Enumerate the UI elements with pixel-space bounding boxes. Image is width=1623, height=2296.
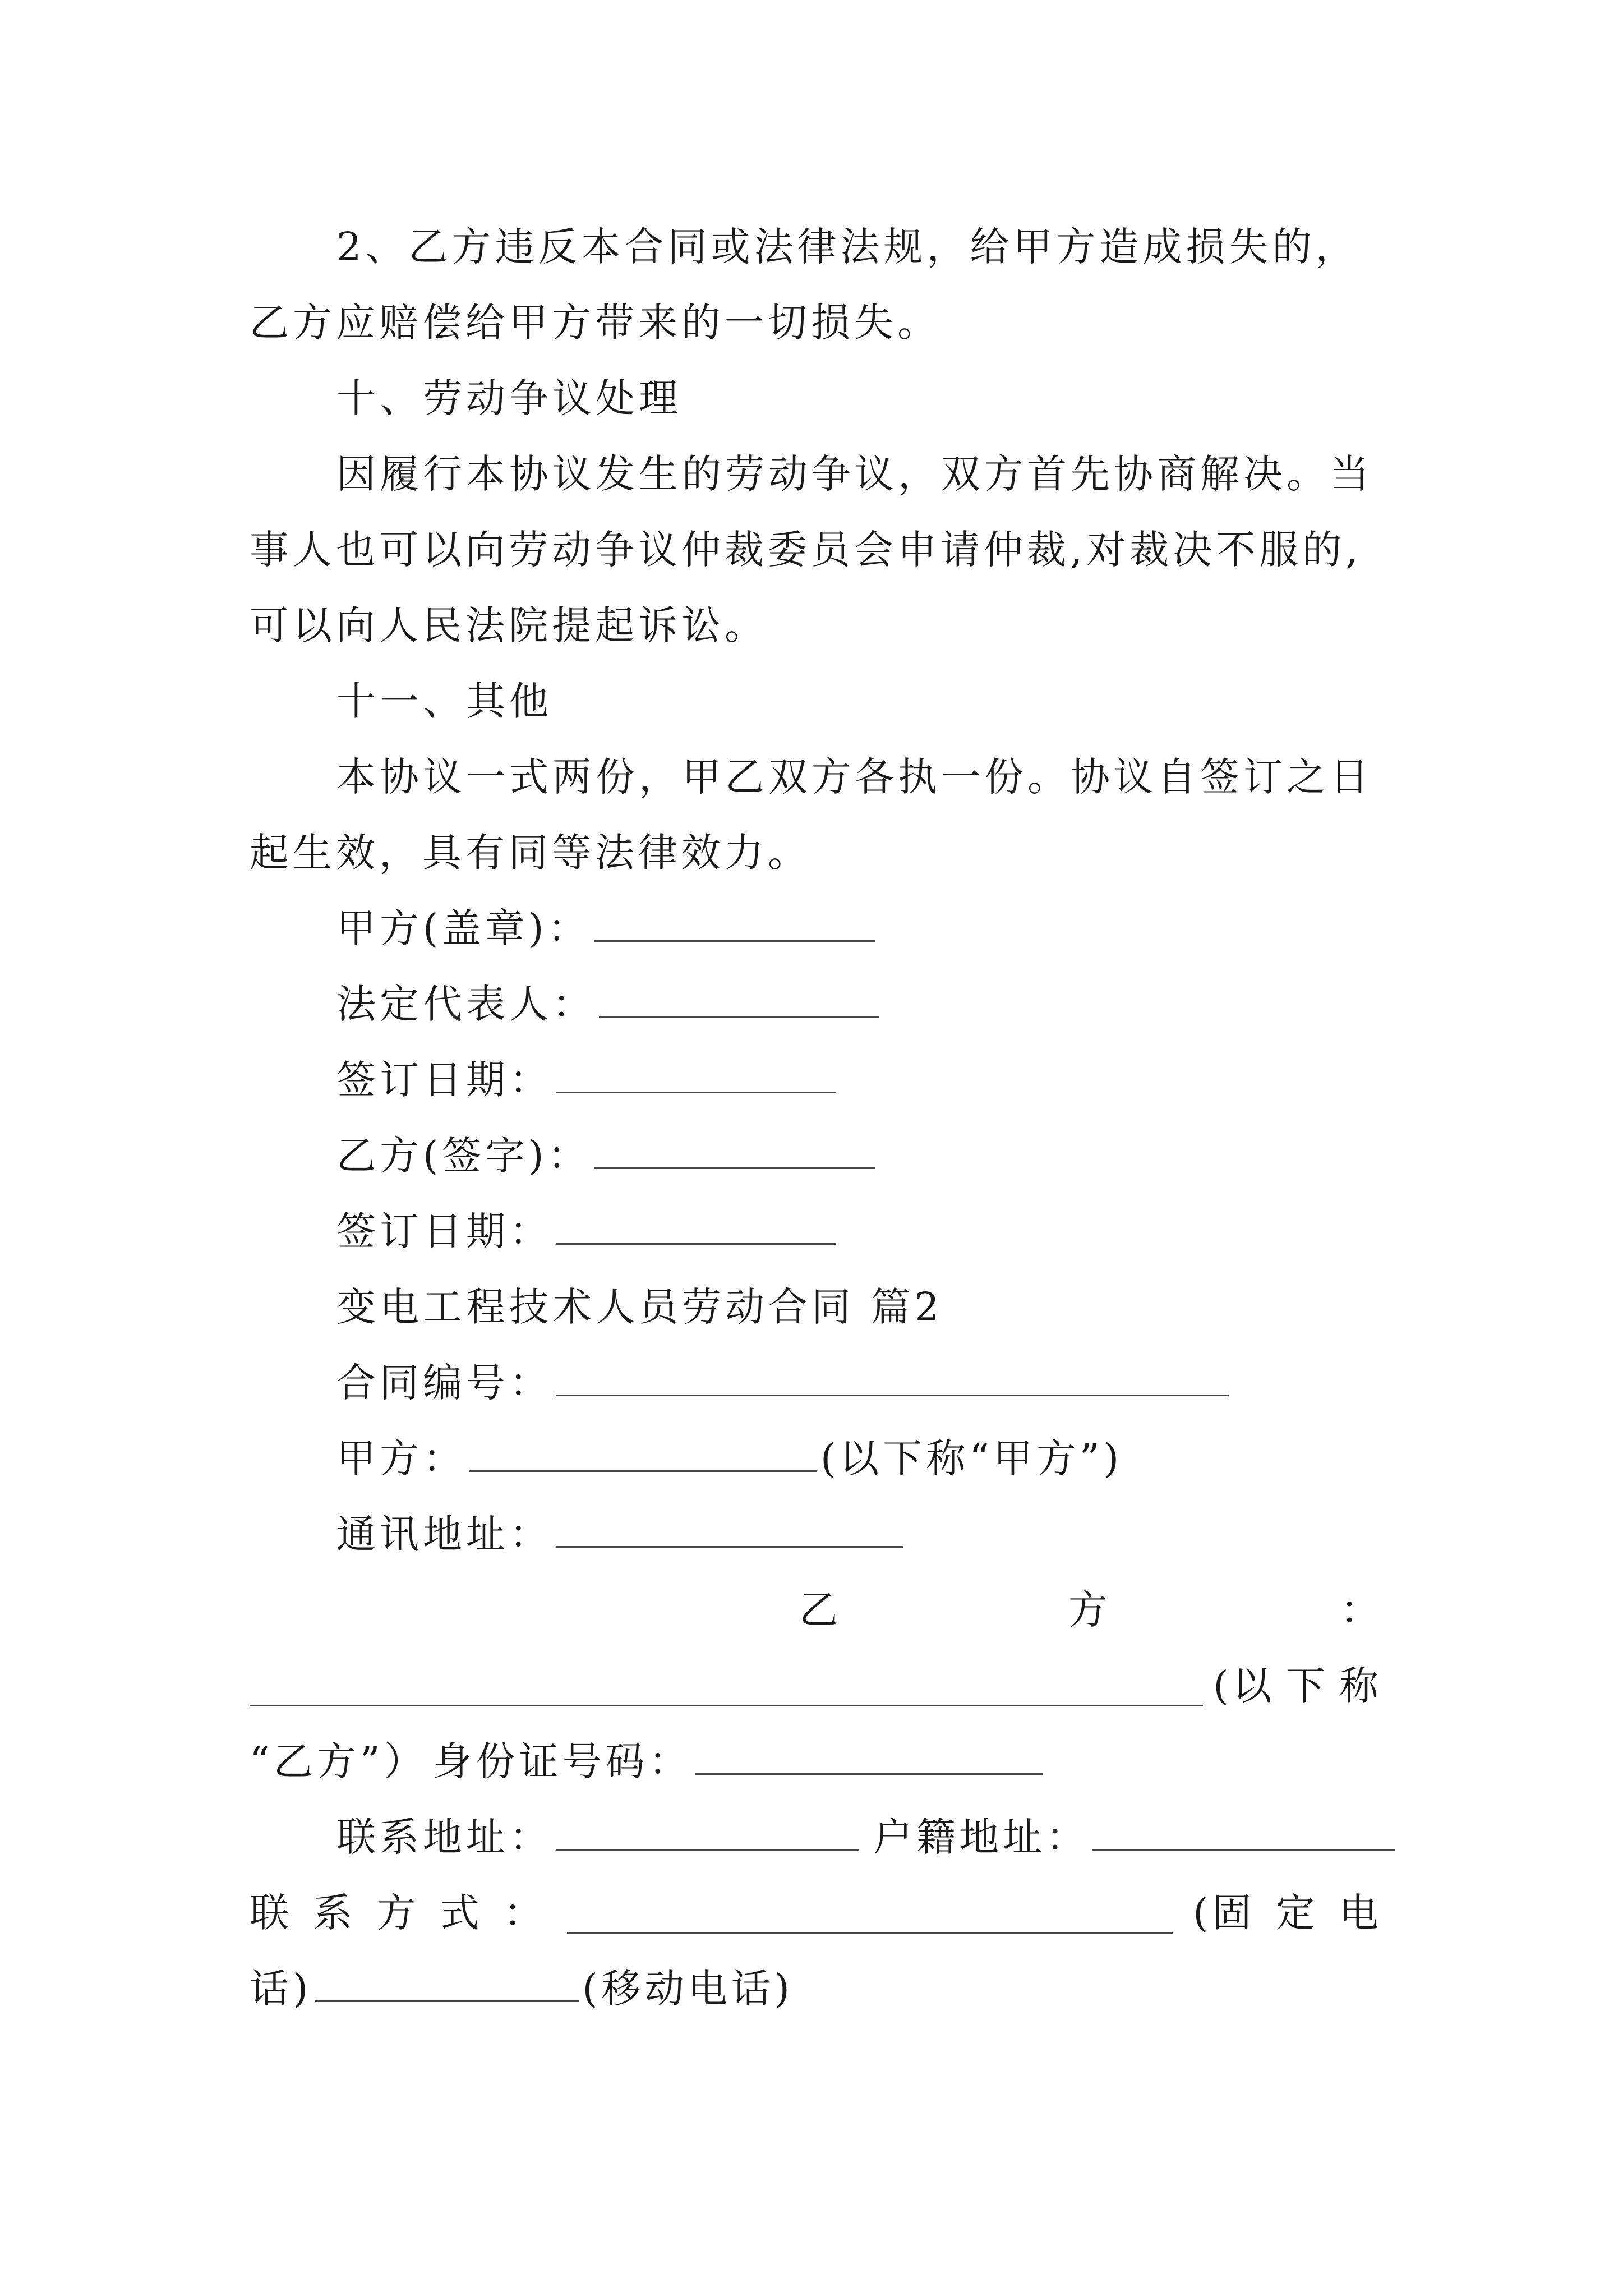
mobile-phone-blank[interactable]	[315, 1961, 579, 2002]
id-number-blank[interactable]	[695, 1734, 1043, 1775]
contact-method-char-2: 系	[313, 1890, 357, 1936]
signature-party-a-blank[interactable]	[594, 901, 875, 942]
party-a-row	[336, 1428, 1382, 1489]
address-row	[336, 1806, 1382, 1868]
signature-party-a-label: 甲方(盖章)：	[336, 905, 591, 951]
mail-address-blank[interactable]	[556, 1507, 903, 1548]
clause11-line2: 起生效，具有同等法律效力。	[250, 830, 811, 876]
mobile-phone-label: (移动电话)	[582, 1966, 794, 2012]
contact-method-char-4: 式	[440, 1890, 483, 1936]
signature-party-b-blank[interactable]	[594, 1128, 875, 1169]
legal-rep-label: 法定代表人：	[336, 981, 596, 1027]
party-a-label: 甲方：	[336, 1435, 466, 1481]
clause11-heading: 十一、其他	[336, 678, 552, 724]
fixed-phone-char-1: (固	[1193, 1890, 1256, 1936]
household-address-label: 户籍地址：	[873, 1814, 1089, 1860]
clause10-heading: 十、劳动争议处理	[336, 375, 682, 421]
clause10-line2: 事人也可以向劳动争议仲裁委员会申请仲裁,对裁决不服的,	[250, 527, 1362, 573]
sign-date-b-row	[336, 1200, 1382, 1262]
contract-no-label: 合同编号：	[336, 1360, 552, 1406]
phone-row	[250, 1958, 1382, 2019]
party-a-blank[interactable]	[469, 1431, 817, 1472]
party-b-suffix-2: 下	[1285, 1663, 1329, 1709]
contract2-title: 变电工程技术人员劳动合同 篇2	[336, 1284, 943, 1330]
clause10-line3: 可以向人民法院提起诉讼。	[250, 602, 768, 648]
mail-address-row	[336, 1503, 1382, 1565]
contact-address-blank[interactable]	[556, 1810, 859, 1851]
contact-address-label: 联系地址：	[336, 1814, 552, 1860]
party-b-alias-row	[250, 1731, 1382, 1792]
party-b-blank-row	[250, 1655, 1382, 1717]
party-b-suffix-1: (以	[1213, 1663, 1276, 1709]
clause10-line1: 因履行本协议发生的劳动争议，双方首先协商解决。当	[336, 451, 1373, 497]
household-address-blank[interactable]	[1092, 1810, 1395, 1851]
party-b-suffix-3: 称	[1339, 1663, 1382, 1709]
signature-party-b-label: 乙方(签字)：	[336, 1133, 591, 1179]
legal-rep-row	[336, 973, 1382, 1035]
clause9-item2-line1: 2、乙方违反本合同或法律法规，给甲方造成损失的，	[336, 224, 1359, 270]
party-b-alias: “乙方”）	[250, 1738, 427, 1784]
contract-no-blank[interactable]	[556, 1355, 1229, 1396]
clause9-item2-line2: 乙方应赔偿给甲方带来的一切损失。	[250, 300, 940, 346]
fixed-phone-blank[interactable]	[567, 1893, 1173, 1934]
party-b-colon: ：	[1340, 1587, 1384, 1633]
mail-address-label: 通讯地址：	[336, 1511, 552, 1557]
sign-date-b-label: 签订日期：	[336, 1208, 552, 1254]
signature-party-b-row	[336, 1125, 1382, 1186]
sign-date-a-row	[336, 1049, 1382, 1111]
party-b-char2: 方	[1068, 1587, 1112, 1633]
contact-method-row	[250, 1882, 1382, 1944]
party-b-blank[interactable]	[250, 1665, 1203, 1706]
contract-no-row	[336, 1352, 1382, 1414]
signature-party-a-row	[336, 898, 1382, 959]
fixed-phone-char-3: 电	[1339, 1890, 1382, 1936]
fixed-phone-end: 话)	[250, 1966, 312, 2012]
sign-date-a-label: 签订日期：	[336, 1057, 552, 1103]
clause11-line1: 本协议一式两份，甲乙双方各执一份。协议自签订之日	[336, 754, 1373, 800]
id-number-label: 身份证号码：	[432, 1738, 692, 1784]
contact-method-char-1: 联	[250, 1890, 293, 1936]
legal-rep-blank[interactable]	[599, 977, 879, 1018]
party-b-char1: 乙	[799, 1587, 842, 1633]
contact-method-char-5: ：	[503, 1890, 547, 1936]
sign-date-a-blank[interactable]	[556, 1052, 836, 1093]
fixed-phone-char-2: 定	[1275, 1890, 1319, 1936]
party-a-suffix: (以下称“甲方”)	[820, 1435, 1123, 1481]
contact-method-char-3: 方	[376, 1890, 420, 1936]
party-b-label-row	[250, 1579, 1382, 1641]
sign-date-b-blank[interactable]	[556, 1204, 836, 1245]
